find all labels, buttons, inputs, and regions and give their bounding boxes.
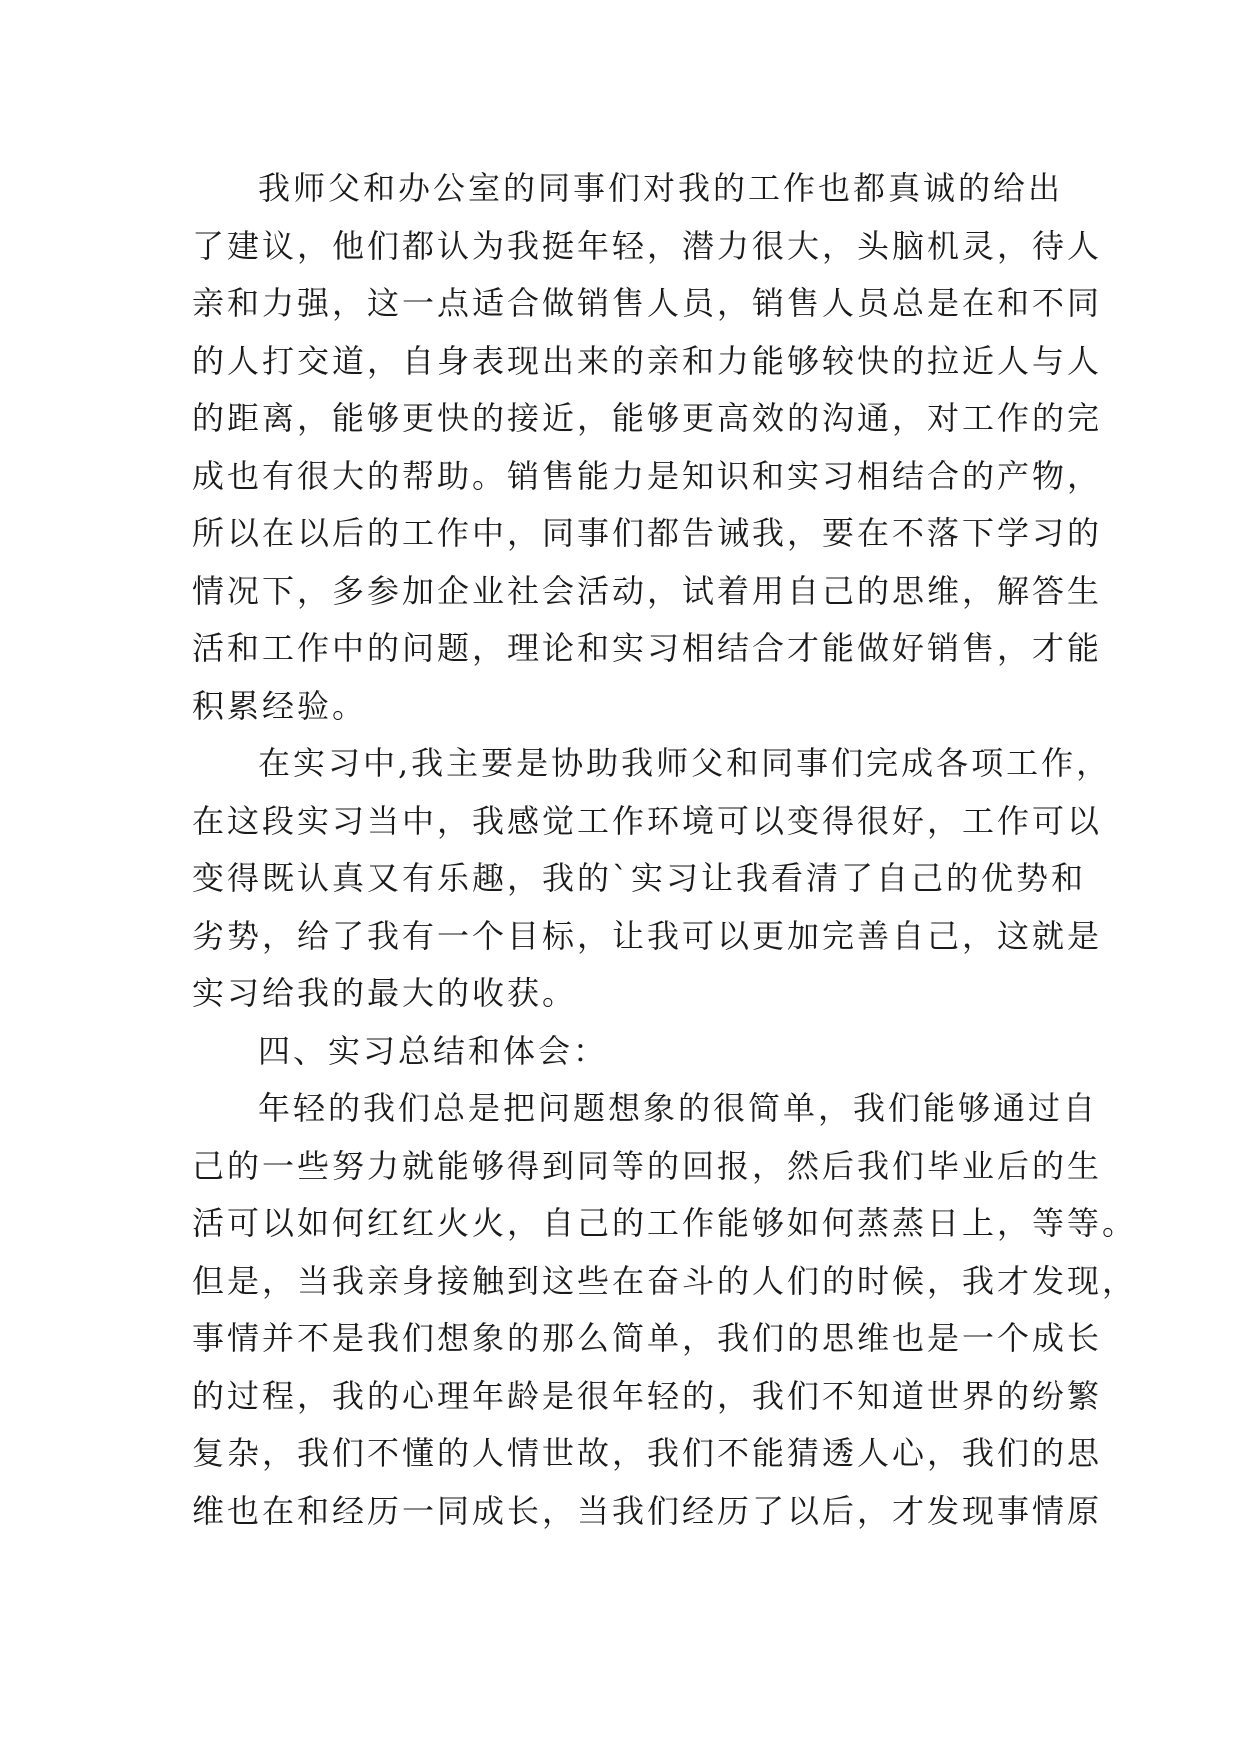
body-text bbox=[192, 160, 1138, 1540]
section-heading-text: 四、实习总结和体会： bbox=[258, 1031, 609, 1070]
text-line: 在实习中,我主要是协助我师父和同事们完成各项工作， bbox=[258, 744, 1112, 782]
text-line: 维也在和经历一同成长，当我们经历了以后，才发现事情原 bbox=[192, 1491, 1103, 1530]
text-line: 变得既认真又有乐趣，我的`实习让我看清了自己的优势和 bbox=[192, 859, 1087, 897]
text-line: 所以在以后的工作中，同事们都告诫我，要在不落下学习的 bbox=[192, 514, 1103, 552]
text-line: 但是，当我亲身接触到这些在奋斗的人们的时候，我才发现， bbox=[192, 1261, 1138, 1300]
paragraph-summary bbox=[192, 1080, 1138, 1540]
text-line: 实习给我的最大的收获。 bbox=[192, 974, 578, 1012]
text-line: 了建议，他们都认为我挺年轻，潜力很大，头脑机灵，待人 bbox=[192, 226, 1103, 265]
text-line: 在这段实习当中，我感觉工作环境可以变得很好，工作可以 bbox=[192, 801, 1103, 840]
text-line: 己的一些努力就能够得到同等的回报，然后我们毕业后的生 bbox=[192, 1146, 1103, 1185]
text-line: 复杂，我们不懂的人情世故，我们不能猜透人心，我们的思 bbox=[192, 1434, 1103, 1472]
text-line: 成也有很大的帮助。销售能力是知识和实习相结合的产物， bbox=[192, 456, 1103, 495]
text-line: 劣势，给了我有一个目标，让我可以更加完善自己，这就是 bbox=[192, 916, 1103, 955]
paragraph-mentor-feedback bbox=[192, 160, 1103, 735]
section-heading bbox=[192, 1023, 1062, 1081]
text-line: 活和工作中的问题，理论和实习相结合才能做好销售，才能 bbox=[192, 629, 1103, 667]
text-line: 的距离，能够更快的接近，能够更高效的沟通，对工作的完 bbox=[192, 399, 1103, 437]
text-line: 亲和力强，这一点适合做销售人员，销售人员总是在和不同 bbox=[192, 284, 1103, 322]
paragraph-internship-work bbox=[192, 735, 1112, 1023]
text-line: 活可以如何红红火火，自己的工作能够如何蒸蒸日上，等等。 bbox=[192, 1204, 1138, 1242]
text-line: 的过程，我的心理年龄是很年轻的，我们不知道世界的纷繁 bbox=[192, 1376, 1103, 1415]
text-line: 情况下，多参加企业社会活动，试着用自己的思维，解答生 bbox=[192, 571, 1103, 610]
text-line: 事情并不是我们想象的那么简单，我们的思维也是一个成长 bbox=[192, 1319, 1103, 1357]
text-line: 积累经验。 bbox=[192, 686, 368, 725]
text-line: 我师父和办公室的同事们对我的工作也都真诚的给出 bbox=[258, 169, 1064, 207]
text-line: 年轻的我们总是把问题想象的很简单，我们能够通过自 bbox=[258, 1089, 1099, 1127]
text-line: 的人打交道，自身表现出来的亲和力能够较快的拉近人与人 bbox=[192, 341, 1103, 380]
